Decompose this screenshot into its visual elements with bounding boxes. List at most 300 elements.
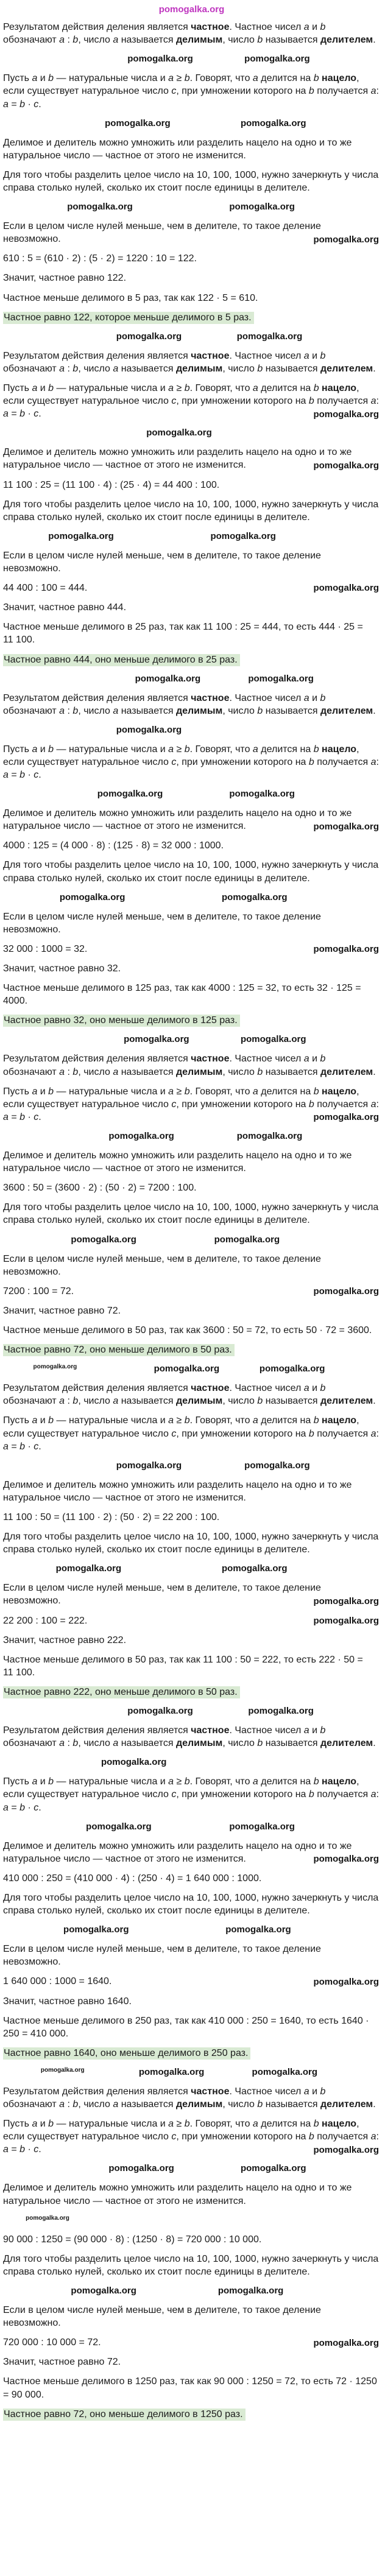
formula-line: 720 000 : 10 000 = 72. pomogalka.org bbox=[3, 2337, 379, 2348]
math-var: b bbox=[184, 2119, 190, 2130]
theory-p1 bbox=[3, 1052, 380, 1078]
text-run: Для того чтобы разделить целое число на 10, 100, 1000, нужно зачеркнуть у числа справа столько нулей, сколько их стоит после единицы в делителе. bbox=[3, 860, 379, 884]
theory-p3 bbox=[3, 1149, 380, 1175]
text-run: и bbox=[309, 692, 320, 703]
text-run: Делимое и делитель можно умножить или разделить нацело на одно и то же натуральное число — частное от этого не изменится. bbox=[3, 1479, 352, 1503]
theory-p1 bbox=[3, 1724, 380, 1750]
text-run: : bbox=[65, 705, 73, 716]
math-var: a bbox=[168, 1415, 174, 1426]
text-run: обозначают bbox=[3, 2099, 60, 2110]
theory-p1 bbox=[3, 2085, 380, 2111]
text-run: . Говорят, что bbox=[189, 2119, 253, 2130]
math-var: a bbox=[3, 770, 9, 781]
text-run: = bbox=[8, 99, 20, 110]
text-run: обозначают bbox=[3, 1066, 60, 1077]
math-var: b bbox=[19, 1441, 26, 1452]
math-var: b bbox=[72, 1066, 79, 1077]
text-run: Если в целом числе нулей меньше, чем в делителе, то такое деление невозможно. bbox=[3, 1583, 321, 1606]
header-row bbox=[3, 3, 380, 16]
watermark-row bbox=[3, 788, 380, 800]
text-run: ≥ bbox=[174, 1086, 185, 1097]
text-run: , число bbox=[222, 1066, 258, 1077]
text-run: . bbox=[373, 705, 376, 716]
term-bold: нацело bbox=[322, 1086, 357, 1097]
text-run: , число bbox=[222, 2099, 258, 2110]
math-var: b bbox=[72, 1396, 79, 1407]
math-var: a bbox=[370, 1099, 376, 1110]
text-run: и bbox=[309, 350, 320, 361]
solution-block-2 bbox=[3, 331, 380, 666]
math-var: b bbox=[257, 35, 263, 46]
formula-line: 7200 : 100 = 72. pomogalka.org bbox=[3, 1286, 379, 1297]
term-bold: делителем bbox=[320, 35, 373, 46]
term-bold: делителем bbox=[320, 1066, 373, 1077]
watermark-row bbox=[3, 1363, 380, 1375]
math-var: a bbox=[303, 1725, 309, 1736]
theory-p3 bbox=[3, 807, 380, 832]
math-var: a bbox=[252, 1086, 258, 1097]
term-bold: делимым bbox=[175, 1738, 223, 1749]
conclusion-line: Значит, частное равно 72. bbox=[3, 1305, 121, 1316]
math-var: b bbox=[19, 2144, 26, 2155]
text-run: : bbox=[65, 1396, 73, 1407]
text-run: называется bbox=[118, 35, 176, 46]
text-run: · bbox=[25, 409, 34, 420]
text-run: · bbox=[25, 1441, 34, 1452]
watermark: pomogalka.org bbox=[236, 331, 303, 342]
watermark: pomogalka.org bbox=[313, 1286, 379, 1297]
math-var: b bbox=[313, 382, 319, 393]
text-run: : bbox=[376, 756, 379, 767]
text-run: . Частное чисел bbox=[229, 1725, 304, 1736]
text-run: , если существует натуральное число bbox=[3, 1776, 359, 1800]
text-run: Для того чтобы разделить целое число на 10, 100, 1000, нужно зачеркнуть у числа справа столько нулей, сколько их стоит после единицы в делителе. bbox=[3, 1892, 379, 1916]
math-var: b bbox=[257, 1738, 263, 1749]
math-var: a bbox=[303, 1054, 309, 1065]
text-run: Для того чтобы разделить целое число на 10, 100, 1000, нужно зачеркнуть у числа справа столько нулей, сколько их стоит после единицы в делителе. bbox=[3, 1532, 379, 1555]
text-run: · bbox=[25, 2144, 34, 2155]
math-var: b bbox=[308, 396, 314, 407]
math-var: a bbox=[252, 2119, 258, 2130]
text-run: — натуральные числа и bbox=[54, 1776, 169, 1787]
theory-p3 bbox=[3, 1840, 380, 1865]
theory-p2 bbox=[3, 382, 380, 420]
math-var: a bbox=[252, 744, 258, 755]
answer-highlight: Частное равно 122, которое меньше делимого в 5 раз. bbox=[3, 312, 254, 324]
math-var: a bbox=[59, 1396, 65, 1407]
text-run: . Говорят, что bbox=[189, 73, 253, 84]
text-run: , если существует натуральное число bbox=[3, 2119, 359, 2142]
watermark: pomogalka.org bbox=[116, 724, 182, 735]
text-run: называется bbox=[118, 2099, 176, 2110]
text-run: . Говорят, что bbox=[189, 1776, 253, 1787]
text-run: . bbox=[373, 363, 376, 374]
math-var: a bbox=[3, 1441, 9, 1452]
watermark-row bbox=[3, 1563, 380, 1575]
watermark: pomogalka.org bbox=[225, 1924, 291, 1935]
text-run: Результатом действия деления является bbox=[3, 350, 191, 361]
math-var: c bbox=[171, 1099, 177, 1110]
watermark: pomogalka.org bbox=[252, 2066, 318, 2077]
text-run: Делимое и делитель можно умножить или разделить нацело на одно и то же натуральное число — частное от этого не изменится. bbox=[3, 1150, 352, 1174]
term-bold: частное bbox=[191, 692, 230, 703]
theory-p1 bbox=[3, 350, 380, 375]
watermark: pomogalka.org bbox=[127, 1706, 193, 1717]
text-run: называется bbox=[263, 363, 320, 374]
text-run: . bbox=[38, 1802, 41, 1813]
conclusion-line: Значит, частное равно 72. bbox=[3, 2357, 121, 2368]
math-var: a bbox=[168, 1086, 174, 1097]
text-run: получается bbox=[314, 2131, 371, 2142]
watermark: pomogalka.org bbox=[313, 2144, 379, 2155]
math-var: b bbox=[48, 2119, 54, 2130]
conclusion-line: Частное меньше делимого в 1250 раз, так как 90 000 : 1250 = 72, то есть 72 · 1250 = 90 000. bbox=[3, 2376, 377, 2400]
text-run: Пусть bbox=[3, 2119, 32, 2130]
math-var: c bbox=[34, 99, 39, 110]
text-run: , при умножении которого на bbox=[176, 86, 309, 97]
text-run: — натуральные числа и bbox=[54, 1086, 169, 1097]
watermark: pomogalka.org bbox=[108, 2163, 174, 2174]
text-run: и bbox=[37, 1415, 49, 1426]
site-link[interactable]: pomogalka.org bbox=[158, 4, 225, 15]
math-var: a bbox=[370, 1789, 376, 1800]
watermark: pomogalka.org bbox=[313, 2337, 379, 2348]
text-run: . bbox=[38, 770, 41, 781]
math-var: b bbox=[48, 1086, 54, 1097]
text-run: , число bbox=[78, 2099, 113, 2110]
theory-p3 bbox=[3, 1479, 380, 1504]
watermark: pomogalka.org bbox=[217, 2286, 284, 2296]
term-bold: частное bbox=[191, 1725, 230, 1736]
math-var: b bbox=[313, 2119, 319, 2130]
text-run: , число bbox=[78, 363, 113, 374]
math-var: b bbox=[313, 1086, 319, 1097]
text-run: получается bbox=[314, 1428, 371, 1439]
text-run: называется bbox=[118, 705, 176, 716]
theory-p2 bbox=[3, 743, 380, 781]
theory-p1 bbox=[3, 692, 380, 717]
text-run: — натуральные числа и bbox=[54, 1415, 169, 1426]
math-var: b bbox=[72, 1738, 79, 1749]
math-var: b bbox=[313, 1415, 319, 1426]
watermark: pomogalka.org bbox=[55, 1563, 122, 1574]
text-run: Результатом действия деления является bbox=[3, 22, 191, 33]
text-run: = bbox=[8, 770, 20, 781]
text-run: обозначают bbox=[3, 363, 60, 374]
text-run: = bbox=[8, 2144, 20, 2155]
math-var: a bbox=[32, 744, 38, 755]
watermark-row bbox=[3, 1033, 380, 1046]
text-run: , при умножении которого на bbox=[176, 1789, 309, 1800]
text-run: . bbox=[38, 99, 41, 110]
text-run: , при умножении которого на bbox=[176, 1099, 309, 1110]
text-run: получается bbox=[314, 396, 371, 407]
text-run: . Частное чисел bbox=[229, 22, 304, 33]
text-run: ≥ bbox=[174, 2119, 185, 2130]
text-run: Пусть bbox=[3, 1776, 32, 1787]
solution-block-4 bbox=[3, 1033, 380, 1356]
text-run: называется bbox=[263, 1066, 320, 1077]
text-run: : bbox=[65, 2099, 73, 2110]
term-bold: нацело bbox=[322, 1776, 357, 1787]
math-var: b bbox=[19, 409, 26, 420]
formula-line: 32 000 : 1000 = 32. pomogalka.org bbox=[3, 943, 379, 955]
theory-p2 bbox=[3, 1085, 380, 1124]
text-run: , число bbox=[222, 35, 258, 46]
text-run: обозначают bbox=[3, 1396, 60, 1407]
text-run: — натуральные числа и bbox=[54, 382, 169, 393]
math-var: a bbox=[303, 350, 309, 361]
watermark: pomogalka.org bbox=[26, 2214, 69, 2222]
math-var: b bbox=[320, 350, 326, 361]
math-var: a bbox=[59, 705, 65, 716]
term-bold: делимым bbox=[175, 1066, 223, 1077]
math-var: b bbox=[257, 705, 263, 716]
text-run: : bbox=[65, 35, 73, 46]
text-run: . Говорят, что bbox=[189, 382, 253, 393]
text-run: , число bbox=[222, 1396, 258, 1407]
theory-p2 bbox=[3, 2117, 380, 2156]
theory-p5 bbox=[3, 910, 380, 936]
text-run: и bbox=[309, 1383, 320, 1394]
text-run: . bbox=[373, 35, 376, 46]
text-run: и bbox=[37, 744, 49, 755]
watermark: pomogalka.org bbox=[116, 331, 182, 342]
theory-p5 bbox=[3, 220, 380, 245]
solution-body bbox=[3, 21, 380, 2421]
math-var: a bbox=[113, 1738, 119, 1749]
term-bold: нацело bbox=[322, 382, 357, 393]
text-run: Делимое и делитель можно умножить или разделить нацело на одно и то же натуральное число — частное от этого не изменится. bbox=[3, 1840, 352, 1864]
watermark-row bbox=[3, 1130, 380, 1142]
math-var: b bbox=[48, 744, 54, 755]
watermark: pomogalka.org bbox=[86, 1821, 152, 1832]
term-bold: делителем bbox=[320, 705, 373, 716]
math-var: b bbox=[320, 22, 326, 33]
text-run: делится на bbox=[258, 1086, 314, 1097]
math-var: a bbox=[370, 2131, 376, 2142]
text-run: Пусть bbox=[3, 382, 32, 393]
math-var: b bbox=[257, 1396, 263, 1407]
solution-block-3 bbox=[3, 673, 380, 1027]
math-var: a bbox=[370, 1428, 376, 1439]
math-var: a bbox=[370, 86, 376, 97]
math-var: a bbox=[168, 1776, 174, 1787]
text-run: ≥ bbox=[174, 744, 185, 755]
watermark-row bbox=[3, 1460, 380, 1472]
text-run: и bbox=[309, 2086, 320, 2097]
answer-line bbox=[3, 1014, 380, 1027]
text-run: , при умножении которого на bbox=[176, 2131, 309, 2142]
text-run: Для того чтобы разделить целое число на 10, 100, 1000, нужно зачеркнуть у числа справа столько нулей, сколько их стоит после единицы в делителе. bbox=[3, 1202, 379, 1226]
watermark: pomogalka.org bbox=[313, 1615, 379, 1626]
math-var: b bbox=[72, 2099, 79, 2110]
watermark-row bbox=[3, 2214, 380, 2226]
answer-highlight: Частное равно 222, оно меньше делимого в 50 раз. bbox=[3, 1686, 240, 1698]
text-run: обозначают bbox=[3, 1738, 60, 1749]
watermark-row bbox=[3, 892, 380, 904]
text-run: . Частное чисел bbox=[229, 2086, 304, 2097]
math-var: a bbox=[168, 744, 174, 755]
text-run: , если существует натуральное число bbox=[3, 1086, 359, 1110]
math-var: b bbox=[308, 86, 314, 97]
math-var: a bbox=[252, 382, 258, 393]
term-bold: частное bbox=[191, 350, 230, 361]
math-var: a bbox=[32, 1776, 38, 1787]
term-bold: нацело bbox=[322, 1415, 357, 1426]
text-run: = bbox=[8, 1441, 20, 1452]
math-var: b bbox=[48, 382, 54, 393]
formula-line: 410 000 : 250 = (410 000 · 4) : (250 · 4) = 1 640 000 : 1000. bbox=[3, 1873, 262, 1884]
math-var: c bbox=[171, 756, 177, 767]
term-bold: делимым bbox=[175, 363, 223, 374]
text-run: . bbox=[373, 1738, 376, 1749]
math-var: b bbox=[308, 1099, 314, 1110]
watermark-row bbox=[3, 1924, 380, 1936]
math-var: a bbox=[252, 1415, 258, 1426]
theory-p4 bbox=[3, 1201, 380, 1226]
math-var: c bbox=[34, 409, 39, 420]
theory-p3 bbox=[3, 446, 380, 471]
text-run: Пусть bbox=[3, 73, 32, 84]
theory-p2 bbox=[3, 1414, 380, 1452]
text-run: : bbox=[376, 1428, 379, 1439]
text-run: Пусть bbox=[3, 744, 32, 755]
watermark-row bbox=[3, 1705, 380, 1717]
formula-line: 610 : 5 = (610 · 2) : (5 · 2) = 1220 : 10 = 122. bbox=[3, 253, 197, 264]
watermark: pomogalka.org bbox=[259, 1364, 325, 1374]
text-run: — натуральные числа и bbox=[54, 744, 169, 755]
theory-p4 bbox=[3, 169, 380, 194]
math-var: c bbox=[171, 396, 177, 407]
watermark: pomogalka.org bbox=[313, 460, 379, 471]
watermark: pomogalka.org bbox=[105, 118, 171, 128]
text-run: = bbox=[8, 409, 20, 420]
text-run: Результатом действия деления является bbox=[3, 1725, 191, 1736]
math-var: b bbox=[308, 1428, 314, 1439]
math-var: b bbox=[308, 756, 314, 767]
text-run: : bbox=[376, 86, 379, 97]
term-bold: делимым bbox=[175, 35, 223, 46]
text-run: называется bbox=[263, 1738, 320, 1749]
math-var: b bbox=[48, 73, 54, 84]
solution-block-7 bbox=[3, 2066, 380, 2421]
math-var: a bbox=[113, 2099, 119, 2110]
text-run: , число bbox=[78, 1066, 113, 1077]
theory-p5 bbox=[3, 1943, 380, 1968]
watermark: pomogalka.org bbox=[313, 821, 379, 832]
text-run: : bbox=[376, 1099, 379, 1110]
text-run: обозначают bbox=[3, 35, 60, 46]
text-run: , число bbox=[78, 1396, 113, 1407]
math-var: c bbox=[34, 1802, 39, 1813]
math-var: a bbox=[32, 382, 38, 393]
text-run: Делимое и делитель можно умножить или разделить нацело на одно и то же натуральное число — частное от этого не изменится. bbox=[3, 808, 352, 832]
term-bold: делителем bbox=[320, 2099, 373, 2110]
math-var: b bbox=[19, 99, 26, 110]
conclusion-line: Значит, частное равно 122. bbox=[3, 273, 127, 284]
answer-line bbox=[3, 1343, 380, 1356]
math-var: b bbox=[48, 1415, 54, 1426]
watermark-row bbox=[3, 53, 380, 65]
text-run: ≥ bbox=[174, 382, 185, 393]
formula-line: 90 000 : 1250 = (90 000 · 8) : (1250 · 8) = 720 000 : 10 000. bbox=[3, 2234, 262, 2245]
math-var: a bbox=[59, 1066, 65, 1077]
text-run: Если в целом числе нулей меньше, чем в делителе, то такое деление невозможно. bbox=[3, 1944, 321, 1968]
watermark: pomogalka.org bbox=[33, 1364, 77, 1371]
text-run: Если в целом числе нулей меньше, чем в делителе, то такое деление невозможно. bbox=[3, 221, 321, 245]
math-var: b bbox=[72, 35, 79, 46]
term-bold: частное bbox=[191, 1383, 230, 1394]
text-run: · bbox=[25, 1111, 34, 1122]
conclusion-line: Значит, частное равно 32. bbox=[3, 963, 121, 974]
math-var: c bbox=[34, 770, 39, 781]
text-run: называется bbox=[263, 35, 320, 46]
text-run: Делимое и делитель можно умножить или разделить нацело на одно и то же натуральное число — частное от этого не изменится. bbox=[3, 137, 352, 161]
text-run: . Говорят, что bbox=[189, 744, 253, 755]
watermark: pomogalka.org bbox=[244, 54, 310, 65]
math-var: a bbox=[113, 1066, 119, 1077]
math-var: a bbox=[32, 1086, 38, 1097]
theory-p4 bbox=[3, 2253, 380, 2278]
math-var: c bbox=[34, 1441, 39, 1452]
math-var: b bbox=[257, 2099, 263, 2110]
text-run: , число bbox=[78, 35, 113, 46]
text-run: . bbox=[38, 409, 41, 420]
math-var: c bbox=[171, 1789, 177, 1800]
text-run: . bbox=[38, 1111, 41, 1122]
math-var: b bbox=[313, 73, 319, 84]
math-var: a bbox=[59, 35, 65, 46]
math-var: b bbox=[320, 2086, 326, 2097]
text-run: получается bbox=[314, 1789, 371, 1800]
text-run: . Говорят, что bbox=[189, 1415, 253, 1426]
text-run: — натуральные числа и bbox=[54, 73, 169, 84]
math-var: a bbox=[32, 1415, 38, 1426]
term-bold: делимым bbox=[175, 2099, 223, 2110]
watermark-row bbox=[3, 673, 380, 685]
text-run: называется bbox=[263, 705, 320, 716]
text-run: и bbox=[37, 1776, 49, 1787]
watermark: pomogalka.org bbox=[240, 1034, 306, 1045]
math-var: a bbox=[59, 2099, 65, 2110]
math-var: b bbox=[313, 744, 319, 755]
math-var: b bbox=[184, 1086, 190, 1097]
text-run: = bbox=[8, 1111, 20, 1122]
watermark: pomogalka.org bbox=[248, 1706, 314, 1717]
text-run: , число bbox=[222, 363, 258, 374]
term-bold: нацело bbox=[322, 2119, 357, 2130]
term-bold: делимым bbox=[175, 1396, 223, 1407]
math-var: a bbox=[113, 1396, 119, 1407]
math-var: a bbox=[32, 2119, 38, 2130]
watermark: pomogalka.org bbox=[240, 2163, 306, 2174]
text-run: , если существует натуральное число bbox=[3, 73, 359, 97]
text-run: и bbox=[37, 73, 49, 84]
theory-p5 bbox=[3, 1253, 380, 1278]
answer-highlight: Частное равно 32, оно меньше делимого в 125 раз. bbox=[3, 1015, 240, 1027]
text-run: делится на bbox=[258, 744, 314, 755]
math-var: a bbox=[370, 756, 376, 767]
theory-p5 bbox=[3, 1582, 380, 1607]
math-var: a bbox=[370, 396, 376, 407]
formula-line: 44 400 : 100 = 444. pomogalka.org bbox=[3, 583, 379, 594]
text-run: , число bbox=[222, 705, 258, 716]
text-run: . Частное чисел bbox=[229, 350, 304, 361]
math-var: a bbox=[3, 99, 9, 110]
math-var: c bbox=[34, 2144, 39, 2155]
math-var: b bbox=[184, 1415, 190, 1426]
